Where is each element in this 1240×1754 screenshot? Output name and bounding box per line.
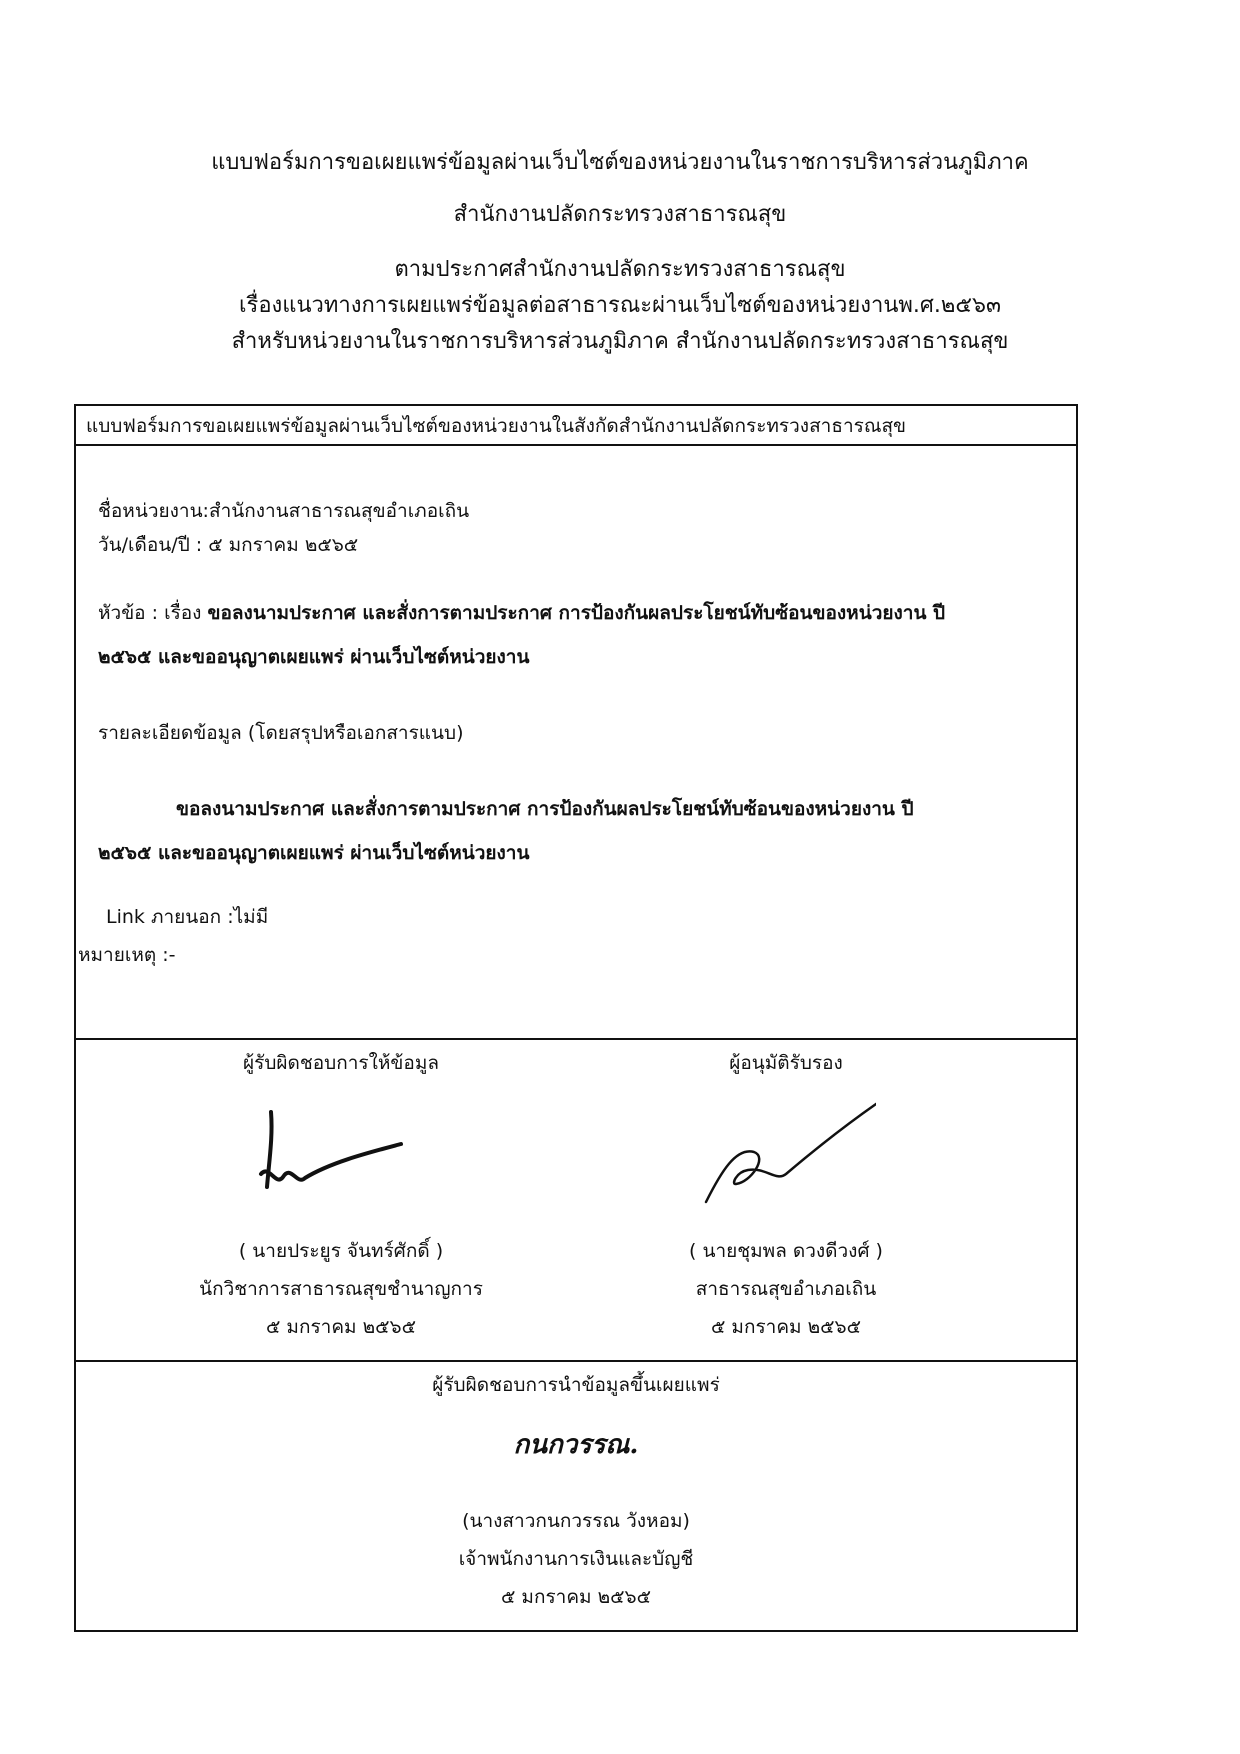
- unit-line: [98, 496, 469, 526]
- header-line-1: แบบฟอร์มการขอเผยแพร่ข้อมูลผ่านเว็บไซต์ของหน่วยงานในราชการบริหารส่วนภูมิภาค: [211, 150, 1029, 175]
- detail-label: รายละเอียดข้อมูล (โดยสรุปหรือเอกสารแนบ): [98, 722, 464, 744]
- document-header-announcement: [0, 252, 1240, 360]
- detail-line-2: ๒๕๖๕ และขออนุญาตเผยแพร่ ผ่านเว็บไซต์หน่วยงาน: [98, 842, 530, 864]
- approver-position: สาธารณสุขอำเภอเถิน: [695, 1278, 877, 1300]
- topic-line-1: [98, 598, 945, 628]
- note-line: หมายเหตุ :-: [78, 944, 176, 966]
- data-provider-position: นักวิชาการสาธารณสุขชำนาญการ: [199, 1278, 483, 1300]
- publisher-signature: กนกวรรณ.: [513, 1430, 639, 1460]
- approver-role: ผู้อนุมัติรับรอง: [729, 1052, 843, 1074]
- approver-signature: [676, 1092, 876, 1212]
- external-link-line: Link ภายนอก :ไม่มี: [106, 906, 269, 928]
- publisher-section: [76, 1362, 1076, 1632]
- header-line-4: เรื่องแนวทางการเผยแพร่ข้อมูลต่อสาธารณะผ่านเว็บไซต์ของหน่วยงานพ.ศ.๒๕๖๓: [238, 293, 1002, 318]
- document-header-org: [0, 197, 1240, 233]
- data-provider-signature: [231, 1092, 431, 1212]
- publisher-date: ๕ มกราคม ๒๕๖๕: [501, 1586, 651, 1608]
- data-provider-date: ๕ มกราคม ๒๕๖๕: [266, 1316, 416, 1338]
- date-line: วัน/เดือน/ปี : ๕ มกราคม ๒๕๖๕: [98, 534, 359, 556]
- publish-request-form: [74, 404, 1078, 1632]
- approver-name: ( นายชุมพล ดวงดีวงศ์ ): [689, 1240, 883, 1262]
- unit-label: ชื่อหน่วยงาน:: [98, 500, 209, 522]
- data-provider-name: ( นายประยูร จันทร์ศักดิ์ ): [238, 1240, 444, 1262]
- publisher-position: เจ้าพนักงานการเงินและบัญชี: [458, 1548, 694, 1570]
- publisher-role: ผู้รับผิดชอบการนำข้อมูลขึ้นเผยแพร่: [432, 1374, 720, 1396]
- topic-text-1: ขอลงนามประกาศ และสั่งการตามประกาศ การป้องกันผลประโยชน์ทับซ้อนของหน่วยงาน ปี: [207, 602, 946, 624]
- approver-date: ๕ มกราคม ๒๕๖๕: [711, 1316, 861, 1338]
- unit-value: สำนักงานสาธารณสุขอำเภอเถิน: [208, 500, 470, 522]
- header-line-3: ตามประกาศสำนักงานปลัดกระทรวงสาธารณสุข: [394, 257, 846, 282]
- publisher-name: (นางสาวกนกวรรณ วังหอม): [462, 1510, 690, 1532]
- data-provider-role: ผู้รับผิดชอบการให้ข้อมูล: [243, 1052, 439, 1074]
- form-body: [76, 446, 1076, 1040]
- topic-line-2: ๒๕๖๕ และขออนุญาตเผยแพร่ ผ่านเว็บไซต์หน่วยงาน: [98, 646, 530, 668]
- header-line-5: สำหรับหน่วยงานในราชการบริหารส่วนภูมิภาค สำนักงานปลัดกระทรวงสาธารณสุข: [231, 329, 1009, 354]
- signature-section: [76, 1040, 1076, 1362]
- form-title: แบบฟอร์มการขอเผยแพร่ข้อมูลผ่านเว็บไซต์ของหน่วยงานในสังกัดสำนักงานปลัดกระทรวงสาธารณสุข: [76, 406, 1076, 446]
- header-line-2: สำนักงานปลัดกระทรวงสาธารณสุข: [453, 202, 787, 227]
- detail-line-1: ขอลงนามประกาศ และสั่งการตามประกาศ การป้องกันผลประโยชน์ทับซ้อนของหน่วยงาน ปี: [176, 798, 914, 820]
- document-header-title: [0, 145, 1240, 181]
- topic-label: หัวข้อ : เรื่อง: [98, 602, 208, 624]
